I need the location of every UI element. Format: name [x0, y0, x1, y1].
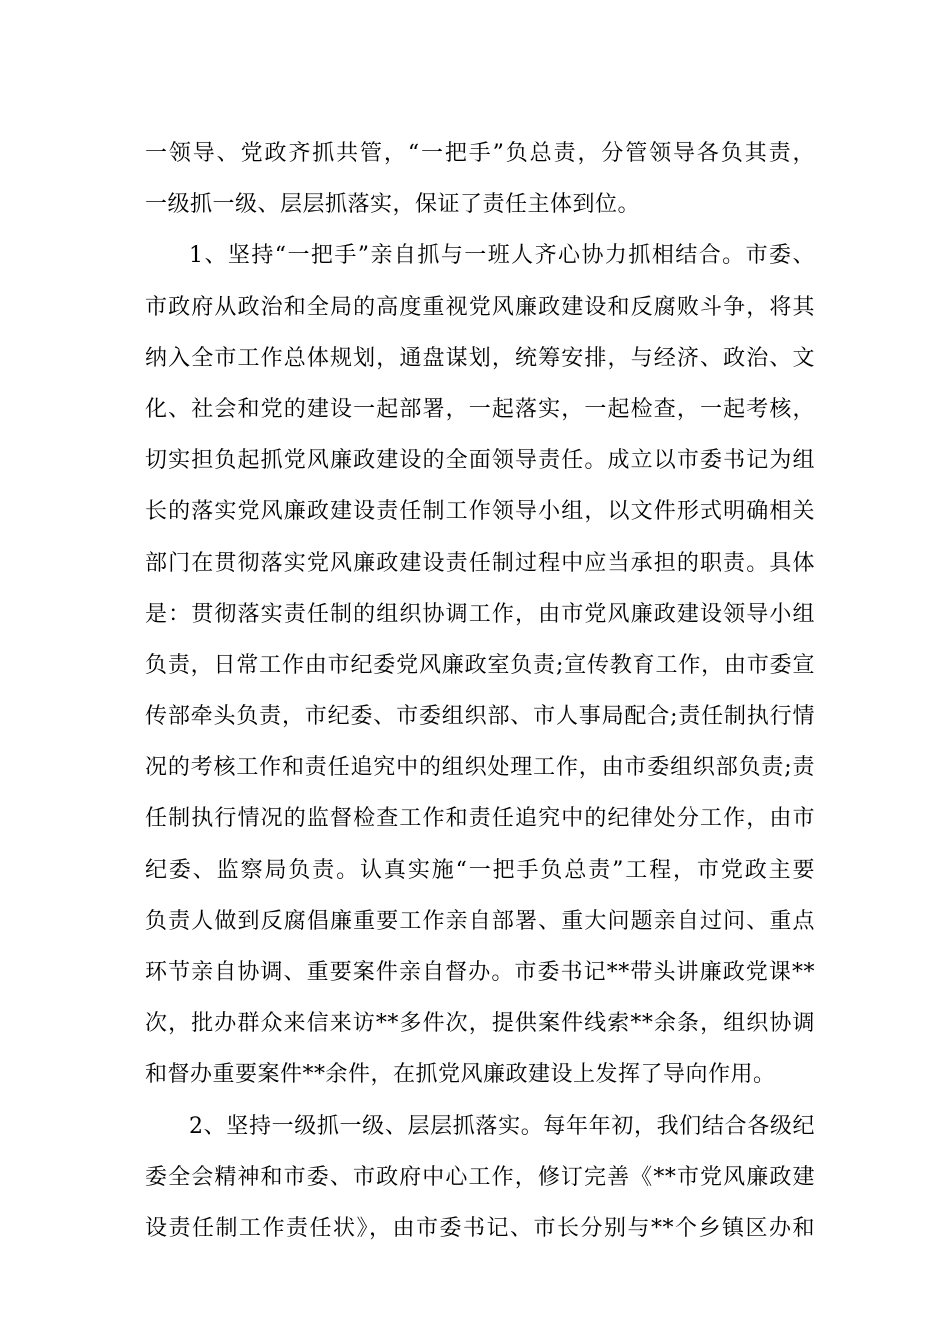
text-line: 负责，日常工作由市纪委党风廉政室负责;宣传教育工作，由市委宣	[145, 652, 815, 678]
text-line: 况的考核工作和责任追究中的组织处理工作，由市委组织部负责;责	[145, 755, 815, 781]
text-line: 市政府从政治和全局的高度重视党风廉政建设和反腐败斗争，将其	[145, 294, 815, 320]
document-body	[145, 128, 815, 1254]
paragraph-start-line: 1、坚持“一把手”亲自抓与一班人齐心协力抓相结合。市委、	[189, 243, 815, 269]
text-line: 和督办重要案件**余件，在抓党风廉政建设上发挥了导向作用。	[145, 1062, 776, 1088]
text-line: 长的落实党风廉政建设责任制工作领导小组，以文件形式明确相关	[145, 499, 815, 525]
text-line: 委全会精神和市委、市政府中心工作，修订完善《**市党风廉政建	[145, 1164, 815, 1190]
text-line: 是：贯彻落实责任制的组织协调工作，由市党风廉政建设领导小组	[145, 601, 815, 627]
text-line: 负责人做到反腐倡廉重要工作亲自部署、重大问题亲自过问、重点	[145, 908, 815, 934]
text-line: 一级抓一级、层层抓落实，保证了责任主体到位。	[145, 192, 641, 218]
text-line: 纪委、监察局负责。认真实施“一把手负总责”工程，市党政主要	[145, 857, 815, 883]
text-line: 一领导、党政齐抓共管，“一把手”负总责，分管领导各负其责，	[145, 141, 815, 166]
text-line: 部门在贯彻落实党风廉政建设责任制过程中应当承担的职责。具体	[145, 550, 815, 576]
text-line: 化、社会和党的建设一起部署，一起落实，一起检查，一起考核，	[145, 396, 815, 422]
text-line: 任制执行情况的监督检查工作和责任追究中的纪律处分工作，由市	[145, 806, 815, 832]
text-line: 纳入全市工作总体规划，通盘谋划，统筹安排，与经济、政治、文	[145, 345, 815, 371]
text-line: 次，批办群众来信来访**多件次，提供案件线索**余条，组织协调	[145, 1011, 815, 1037]
paragraph-start-line: 2、坚持一级抓一级、层层抓落实。每年年初，我们结合各级纪	[189, 1113, 815, 1139]
text-line: 环节亲自协调、重要案件亲自督办。市委书记**带头讲廉政党课**	[145, 960, 815, 985]
text-line: 传部牵头负责，市纪委、市委组织部、市人事局配合;责任制执行情	[145, 704, 815, 730]
text-line: 切实担负起抓党风廉政建设的全面领导责任。成立以市委书记为组	[145, 448, 815, 474]
text-line: 设责任制工作责任状》，由市委书记、市长分别与**个乡镇区办和	[145, 1215, 815, 1241]
